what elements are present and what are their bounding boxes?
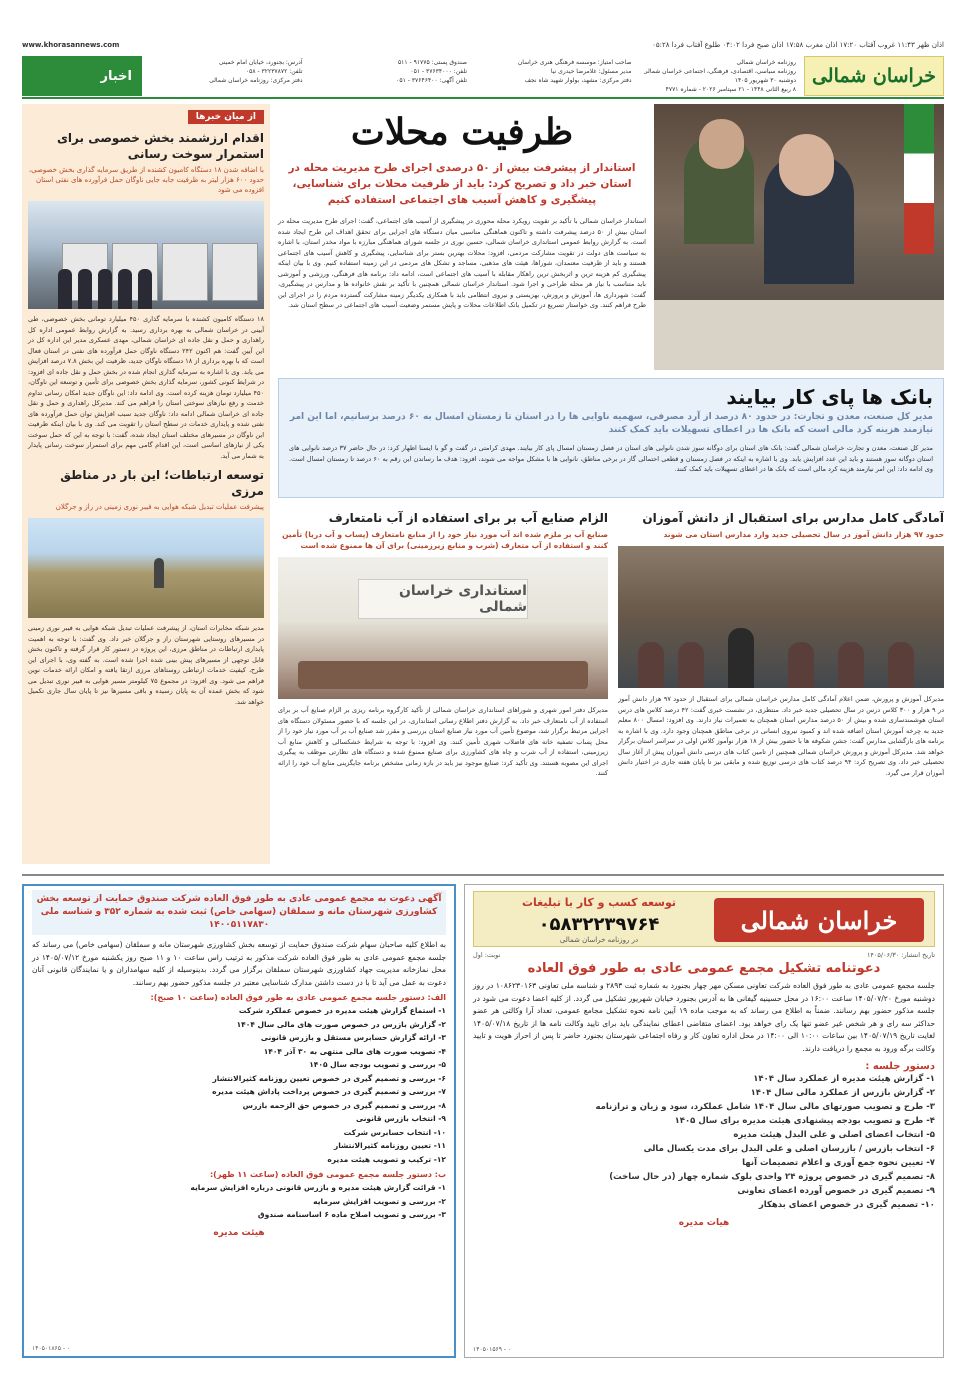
list-item: ۱- قرائت گزارش هیئت مدیره و بازرس قانونی درباره افزایش سرمایه — [190, 1183, 446, 1192]
list-item: ۳- طرح و تصویب صورتهای مالی سال ۱۴۰۴ شامل عملکرد، سود و زیان و ترازنامه — [595, 1102, 935, 1112]
lead-subheadline: استاندار از پیشرفت بیش از ۵۰ درصدی اجرای طرح مدیریت محله در استان خبر داد و تصریح کرد: باید از ظرفیت محلات برای شناسایی، پیشگیری و کاهش آسیب های اجتماعی استفاده کنیم — [288, 162, 636, 206]
promo-title: توسعه کسب و کار با تبلیغات — [521, 896, 677, 909]
notice-intro: به اطلاع کلیه صاحبان سهام شرکت صندوق حمایت از توسعه بخش کشاورزی شهرستان مانه و سملقان (سهامی خاص) می رساند که جلسه مجمع عمومی عادی به طور فوق العاده شرکت مذکور به ترتیب راس ساعت ۱۰ و ۱۱ صبح روز یکشنبه مورخ ۱۴۰۵/۰۷/۱۲ در محل نمازخانه مدیریت جهاد کشاورزی شهرستان سملقان برگزار می گردد. بدینوسیله از کلیه سهامداران و یا نمایندگان قانونی آنان دعوت به عمل می آید تا با در دست داشتن مدارک شناسایی معتبر در جلسه مذکور حضور بهم رسانند. — [32, 940, 446, 987]
article-body: ۱۸ دستگاه کامیون کشنده با سرمایه گذاری ۴۵۰ میلیارد تومانی بخش خصوصی، طی آیینی در خراسان شمالی به بهره برداری رسید. به گزارش روابط عمومی اداره کل راهداری و حمل و نقل جاده ای خراسان شمالی، مهدی عسکری مدیر این اداره کل در این آیین گفت: هم اکنون ۲۴۲ دستگاه ناوگان حمل فرآورده های نفتی در استان فعال است که با بهره برداری از ۱۸ دستگاه ناوگان جدید، ظرفیت این بخش ۷.۸ درصد افزایش می یابد. وی با اشاره به سرمایه گذاری انجام شده در بخش حمل و نقل جاده ای افزود: در شرایط کنونی کشور، سرمایه گذاری بخش خصوصی برای تأمین و توسعه این ناوگان، ۴۵۰ میلیارد تومان هزینه کرده است. وی ادامه داد: این ناوگان جدید امکان رسانی تداوم خدمت و رفع نیازهای سوختی استان را فراهم می کند. مدیرکل راهداری و حمل و نقل جاده ای خراسان شمالی ادامه داد: ناوگان جدید سبب افزایش توان حمل فرآورده های نفتی شده و پایداری خدمات در سطح استان را تقویت می کند. وی با بیان اینکه ظرفیت این ناوگان در مسیرهای مختلف استان ایجاد شده، گفت: با توجه به این که حمل سوخت یکی از نیازهای اساسی است، این اقدام گامی مهم برای استمرار سوخت رسانی پایدار به شمار می آید. — [28, 315, 265, 460]
banks-subheadline: مدیر کل صنعت، معدن و تجارت: در حدود ۸۰ درصد از آرد مصرفی، سهمیه ناوایی ها را در استان تا زمستان امسال به ۶۰ درصد برسانیم، اما این امر نیازمند هزینه کرد مالی است که بانک ها در اعطای تسهیلات باید کمک کنند — [289, 412, 933, 435]
notice-section-a: الف: دستور جلسه مجمع عمومی عادی به طور فوق العاده (ساعت ۱۰ صبح): — [150, 993, 446, 1002]
list-item: ۶- بررسی و تصمیم گیری در خصوص تعیین روزنامه کثیرالانتشار — [212, 1073, 446, 1083]
contact-line: تلفن آگهی: ۳۷۶۴۶۴۰۰ - ۰۵۱ — [396, 77, 467, 84]
contact-line: صندوق پستی: ۹۱۷۷۵ - ۵۱۱ — [397, 59, 467, 66]
address-info — [146, 56, 307, 96]
address-line: دفتر مرکزی: روزنامه خراسان شمالی — [209, 77, 303, 84]
agenda-list-b — [32, 1181, 446, 1222]
industry-body: مدیرکل دفتر امور شهری و شوراهای استانداری خراسان شمالی از تأکید کارگروه برنامه ریزی بر الزام صنایع آب بر برای استفاده از آب نامتعارف خبر داد. به گزارش دفتر اطلاع رسانی استانداری، در این جلسه که با حضور مسئولان دستگاه های اجرایی مرتبط برگزار شد، موضوع تأمین آب مورد نیاز صنایع استان بررسی و مقرر شد صنایع آب بر آب مورد نیاز خود را از محل پساب تصفیه خانه های فاضلاب شهری تأمین کنند. وی افزود: با توجه به شرایط خشکسالی و کاهش منابع آب زیرزمینی، استفاده از آب شرب و چاه های کشاورزی برای صنایع ممنوع شده و دستگاه های نظارتی موظف به پیگیری اجرای این مصوبه هستند. وی تأکید کرد: صنایع موجود نیز باید در بازه زمانی مشخص برنامه جایگزینی منابع آب خود را ارائه کنند. — [278, 706, 608, 777]
lead-body: استاندار خراسان شمالی با تأکید بر تقویت رویکرد محله محوری در پیشگیری از آسیب های اجتماعی، گفت: اجرای طرح مدیریت محله در استان بیش از ۵۰ درصد پیشرفت داشته و تاکنون هماهنگی مناسبی میان دستگاه های اجرایی برای تحقق اهداف این طرح ایجاد شده است. به گزارش روابط عمومی استانداری خراسان شمالی، حسین نوری در جلسه شورای هماهنگی مبارزه با مواد مخدر استان، با اشاره به سیاست های دولت در تقویت مشارکت مردمی، افزود: محلات بهترین بستر برای شناسایی، پیشگیری و کاهش آسیب های اجتماعی هستند و باید از ظرفیت معتمدان، شوراها، هیئت های مذهبی، مساجد و تشکل های مردمی در این زمینه استفاده کنیم. وی با بیان اینکه پیشگیری کم هزینه ترین و اثربخش ترین راهکار مقابله با آسیب های اجتماعی است، ادامه داد: برنامه های فرهنگی، ورزشی و آموزشی باید متناسب با نیاز هر محله طراحی و اجرا شود. استاندار خراسان شمالی همچنین با تأکید بر نقش خانواده ها و مدارس در پیشگیری، گفت: شهرداری ها، آموزش و پرورش، بهزیستی و نیروی انتظامی باید با همکاری یکدیگر زمینه مشارکت گسترده مردم را در اجرای این طرح فراهم کنند. وی خواستار تسریع در تکمیل بانک اطلاعات محلات و پایش مستمر وضعیت آسیب های اجتماعی در سطح استان شد. — [278, 217, 647, 309]
banks-headline[interactable]: بانک ها پای کار بیایند — [726, 385, 933, 409]
article-subheadline: پیشرفت عملیات تبدیل شبکه هوایی به فیبر نوری زمینی در راز و جرگلان — [55, 503, 264, 511]
list-item: ۸- تصمیم گیری در خصوص پروژه ۲۴ واحدی بلوک شماره چهار (در حال ساخت) — [609, 1172, 935, 1182]
agenda-list-a — [32, 1004, 446, 1166]
notice-signature: هیئت مدیره — [213, 1227, 265, 1238]
list-item: ۱۰- انتخاب حسابرس شرکت — [343, 1127, 446, 1137]
issue-info-line: دوشنبه ۳۰ شهریور ۱۴۰۵ — [734, 77, 796, 84]
newspaper-logo[interactable]: خراسان شمالی — [804, 56, 944, 96]
website-link[interactable]: www.khorasannews.com — [22, 41, 120, 49]
notice-signature: هیات مدیره — [678, 1218, 730, 1228]
notice-body: جلسه مجمع عمومی عادی به طور فوق العاده شرکت تعاونی مسکن مهر چهار بجنورد به شماره ثبت ۲۸۹۳ و شناسه ملی تعاونی ۱۰۸۶۲۳۰۱۶۳ در روز دوشنبه مورخ ۱۴۰۵/۰۷/۲۰ ساعت ۱۶:۰۰ در محل حسینیه گیفانی ها به آدرس بجنورد خیابان شهریور تشکیل می گردد. از کلیه اعضا دعوت می شود در جلسه مذکور حضور بهم رسانند. ضمناً به اطلاع می رساند که به موجب ماده ۱۹ آیین نامه نحوه تشکیل مجامع عمومی، تعداد آرا وکالتی هر عضو حداکثر سه رای و هر شخص غیر عضو تنها یک رای خواهد بود. اعضای متقاضی اعطای نمایندگی باید برای تایید وکالت نامه ها از تاریخ ۱۴۰۵/۰۷/۱۸ لغایت تاریخ ۱۴۰۵/۰۷/۱۹ بین ساعات ۱۰:۰۰ الی ۱۴:۰۰ در محل اداره تعاون کار و رفاه اجتماعی شهرستان بجنورد حاضر تا پس از احراز هویت و تایید وکالت برگه ورود به مجمع را دریافت دارند. — [473, 981, 935, 1053]
lead-story-text — [278, 104, 646, 311]
publish-turn: نوبت: اول — [473, 951, 501, 959]
list-item: ۲- بررسی و تصویب افزایش سرمایه — [313, 1196, 446, 1206]
banks-story — [278, 378, 944, 498]
ads-separator — [22, 874, 944, 876]
governorate-photo — [278, 557, 608, 699]
school-subheadline: حدود ۹۷ هزار دانش آموز در سال تحصیلی جدید وارد مدارس استان می شوند — [663, 530, 944, 539]
article-body: مدیر شبکه مخابرات استان، از پیشرفت عملیات تبدیل شبکه هوایی به فیبر نوری زمینی در مسیرهای روستایی شهرستان راز و جرگلان خبر داد. وی گفت: با توجه به اهمیت پایداری ارتباطات در مناطق مرزی، این پروژه در دستور کار قرار گرفته و تاکنون بخش قابل توجهی از مسیرهای پیش بینی شده اجرا شده است. به گفته وی، با اجرای این طرح، کیفیت خدمات ارتباطی روستاهای مرزی ارتقا یافته و امکان ارائه خدمات نوین فراهم می شود. وی افزود: در مجموع ۷۵ کیلومتر مسیر هوایی به فیبر نوری تبدیل می شود که بخش عمده آن به پایان رسیده و باقی مسیرها نیز تا پایان سال جاری تکمیل خواهد شد. — [28, 624, 264, 706]
contact-line: تلفن: ۳۷۶۳۴۰۰۰ - ۰۵۱ — [410, 68, 467, 75]
promo-logo: خراسان شمالی — [714, 898, 924, 942]
issue-info-line: روزنامه خراسان شمالی — [736, 59, 796, 66]
banks-body: مدیر کل صنعت، معدن و تجارت خراسان شمالی گفت: بانک های استان برای دوگانه سوز شدن نانوایی های استان در فصل زمستان امسال پای کار بیایند. مهدی کرامتی در گفت و گو با ایسنا اظهار کرد: در حال حاضر ۳۷ درصد نانوایی های استان دوگانه سوز هستند و باید این عدد افزایش یابد. وی با اشاره به اینکه در فصل زمستان و قطعی احتمالی گاز در برخی مناطق، نانوایی ها با مشکل مواجه می شوند، افزود: هدف ما رساندن این رقم به ۶۰ درصد تا زمستان امسال است. وی ادامه داد: این امر نیازمند هزینه کرد مالی است که بانک ها در اعطای تسهیلات باید کمک کنند. — [289, 444, 933, 473]
notice-code: ۱۴۰۵۰۱۵۶۹ - ۰ — [473, 1346, 512, 1353]
list-item: ۹- تصمیم گیری در خصوص آورده اعضای تعاونی — [737, 1186, 935, 1196]
list-item: ۳- ارائه گزارش حسابرس مستقل و بازرس قانونی — [260, 1033, 446, 1042]
issue-info — [640, 56, 801, 96]
publish-date: تاریخ انتشار: ۱۴۰۵/۰۶/۳۰ — [866, 951, 935, 959]
list-item: ۷- تعیین نحوه جمع آوری و اعلام تصمیمات آنها — [742, 1158, 935, 1168]
article-headline[interactable]: اقدام ارزشمند بخش خصوصی برای استمرار سوخت رسانی — [56, 131, 264, 161]
list-item: ۵- بررسی و تصویب بودجه سال ۱۴۰۵ — [309, 1060, 446, 1069]
promo-phone[interactable]: ۰۵۸۳۲۲۳۹۷۶۴ — [538, 914, 660, 935]
school-story — [618, 510, 944, 864]
notice-code: ۱۴۰۵۰۱۸۶۵ - ۰ — [32, 1345, 71, 1352]
top-strip — [22, 38, 944, 52]
housing-coop-notice — [464, 884, 944, 1358]
address-line: آدرس: بجنورد، خیابان امام خمینی — [218, 59, 303, 66]
list-item: ۸- بررسی و تصمیم گیری در خصوص حق الزحمه بازرس — [242, 1100, 446, 1110]
publisher-line: دفتر مرکزی: مشهد، بولوار شهید شاه نجف — [524, 77, 632, 84]
notice-heading: آگهی دعوت به مجمع عمومی عادی به طور فوق العاده شرکت صندوق حمایت از توسعه بخش کشاورزی شهرستان مانه و سملقان (سهامی خاص) ثبت شده به شماره ۳۵۲ و شناسه ملی ۱۴۰۰۵۱۱۷۸۳۰ — [32, 890, 446, 935]
contact-info — [311, 56, 472, 96]
list-item: ۶- انتخاب بازرس / بازرسان اصلی و علی البدل برای مدت یکسال مالی — [643, 1144, 935, 1154]
article-subheadline: با اضافه شدن ۱۸ دستگاه کامیون کشنده از طریق سرمایه گذاری بخش خصوصی، حدود ۶۰۰ هزار لیتر به ظرفیت جابه جایی ناوگان حمل فرآورده های نفتی استان افزوده می شود — [28, 166, 264, 194]
publisher-line: مدیر مسئول: غلامرضا حیدری نیا — [550, 68, 632, 75]
agricultural-fund-notice — [22, 884, 456, 1358]
advertising-promo[interactable] — [473, 891, 935, 947]
list-item: ۱- استماع گزارش هیئت مدیره در خصوص عملکرد شرکت — [238, 1006, 446, 1015]
notice-meta — [473, 951, 935, 959]
issue-info-line: روزنامه سیاسی، اقتصادی، فرهنگی، اجتماعی خراسان شمالی — [643, 68, 796, 75]
industry-story — [278, 510, 608, 864]
notice-heading: دعوتنامه تشکیل مجمع عمومی عادی به طور فوق العاده — [527, 961, 881, 976]
list-item: ۴- طرح و تصویب بودجه پیشنهادی هیئت مدیره برای سال ۱۴۰۵ — [674, 1116, 935, 1126]
list-item: ۱۲- ترکیب و تصویب هیئت مدیره — [327, 1154, 446, 1164]
list-item: ۴- تصویب صورت های مالی منتهی به ۳۰ آذر ۱۴۰۴ — [263, 1046, 446, 1056]
lead-story — [278, 104, 944, 370]
list-item: ۹- انتخاب بازرس قانونی — [356, 1114, 446, 1123]
promo-note: در روزنامه خراسان شمالی — [559, 936, 639, 944]
prayer-times: اذان ظهر ۱۱:۴۳ غروب آفتاب ۱۷:۲۰ اذان مغرب ۱۷:۵۸ اذان صبح فردا ۰۴:۰۲ طلوع آفتاب فردا ۰۵:۲۸ — [652, 41, 944, 49]
agenda-list — [473, 1072, 935, 1212]
list-item: ۷- بررسی و تصمیم گیری در خصوص پرداخت پاداش هیئت مدیره — [212, 1087, 446, 1096]
article-headline[interactable]: توسعه ارتباطات؛ این بار در مناطق مرزی — [60, 468, 264, 498]
school-headline[interactable]: آمادگی کامل مدارس برای استقبال از دانش آموزان — [642, 511, 944, 525]
publisher-line: صاحب امتیاز: موسسه فرهنگی هنری خراسان — [517, 59, 632, 66]
publisher-info — [475, 56, 636, 96]
industry-subheadline: صنایع آب بر ملزم شده اند آب مورد نیاز خود را از منابع نامتعارف (پساب و آب دریا) تأمین کنند و استفاده از آب متعارف (شرب و منابع زیرزمینی) برای آن ها ممنوع شده است — [282, 530, 608, 550]
section-label[interactable]: اخبار — [22, 56, 142, 96]
list-item: ۳- بررسی و تصویب اصلاح ماده ۶ اساسنامه صندوق — [257, 1210, 446, 1219]
list-item: ۱۱- تعیین روزنامه کثیرالانتشار — [333, 1141, 446, 1150]
classroom-photo — [618, 546, 944, 688]
list-item: ۵- انتخاب اعضای اصلی و علی البدل هیئت مدیره — [733, 1130, 935, 1140]
header-rule — [22, 97, 944, 99]
list-item: ۲- گزارش بازرس در خصوص صورت های مالی سال ۱۴۰۴ — [236, 1019, 446, 1029]
lead-headline[interactable]: ظرفیت محلات — [350, 111, 574, 153]
list-item: ۲- گزارش بازرس از عملکرد مالی سال ۱۴۰۴ — [750, 1088, 935, 1098]
fiber-work-photo — [28, 518, 264, 618]
address-line: تلفن: ۳۲۲۳۷۸۷۲ - ۰۵۸ — [245, 68, 303, 75]
sidebar-tab[interactable]: از میان خبرها — [188, 110, 264, 124]
industry-headline[interactable]: الزام صنایع آب بر برای استفاده از آب نامتعارف — [328, 511, 608, 525]
notice-section-b: ب: دستور جلسه مجمع عمومی فوق العاده (ساعت ۱۱ ظهر): — [209, 1170, 446, 1179]
trucks-photo — [28, 201, 264, 309]
masthead — [22, 56, 944, 96]
issue-info-line: ۸ ربیع الثانی ۱۴۴۸ - ۲۱ سپتامبر ۲۰۲۶ - شماره ۴۷۷۱ — [665, 86, 796, 93]
meeting-photo — [654, 104, 944, 370]
list-item: ۱۰- تصمیم گیری در خصوص اعضای بدهکار — [758, 1200, 935, 1210]
list-item: ۱- گزارش هیئت مدیره از عملکرد سال ۱۴۰۴ — [753, 1074, 935, 1084]
school-body: مدیرکل آموزش و پرورش، ضمن اعلام آمادگی کامل مدارس خراسان شمالی برای استقبال از حدود ۹۷ هزار دانش آموز در ۹ هزار و ۳۰۰ کلاس درس در سال تحصیلی جدید خبر داد. منتظری، در نشست خبری گفت: ۴۲ درصد کلاس های درس استان هوشمندسازی شده و بیش از ۵۰ درصد مدارس استان همچنان به تعمیرات نیاز دارند. وی افزود: امسال ۸۰۰ معلم جدید به چرخه آموزش استان اضافه شده اند و کمبود نیروی انسانی در برخی مناطق همچنان وجود دارد. وی با اشاره به برنامه های بازگشایی مدارس گفت: جشن شکوفه ها با حضور بیش از ۱۸ هزار نوآموز کلاس اولی در سراسر استان برگزار خواهد شد. مدیرکل آموزش و پرورش خراسان شمالی همچنین از تامین کتاب های درسی دانش آموزان پیش از آغاز سال تحصیلی خبر داد. وی تصریح کرد: ۹۴ درصد کتاب های درسی توزیع شده و مابقی نیز تا پایان هفته جاری در اختیار دانش آموزان قرار می گیرد. — [618, 695, 944, 777]
news-sidebar — [22, 104, 270, 864]
agenda-title: دستور جلسه : — [865, 1061, 935, 1072]
governorate-sign: استانداری خراسان شمالی — [358, 579, 528, 619]
